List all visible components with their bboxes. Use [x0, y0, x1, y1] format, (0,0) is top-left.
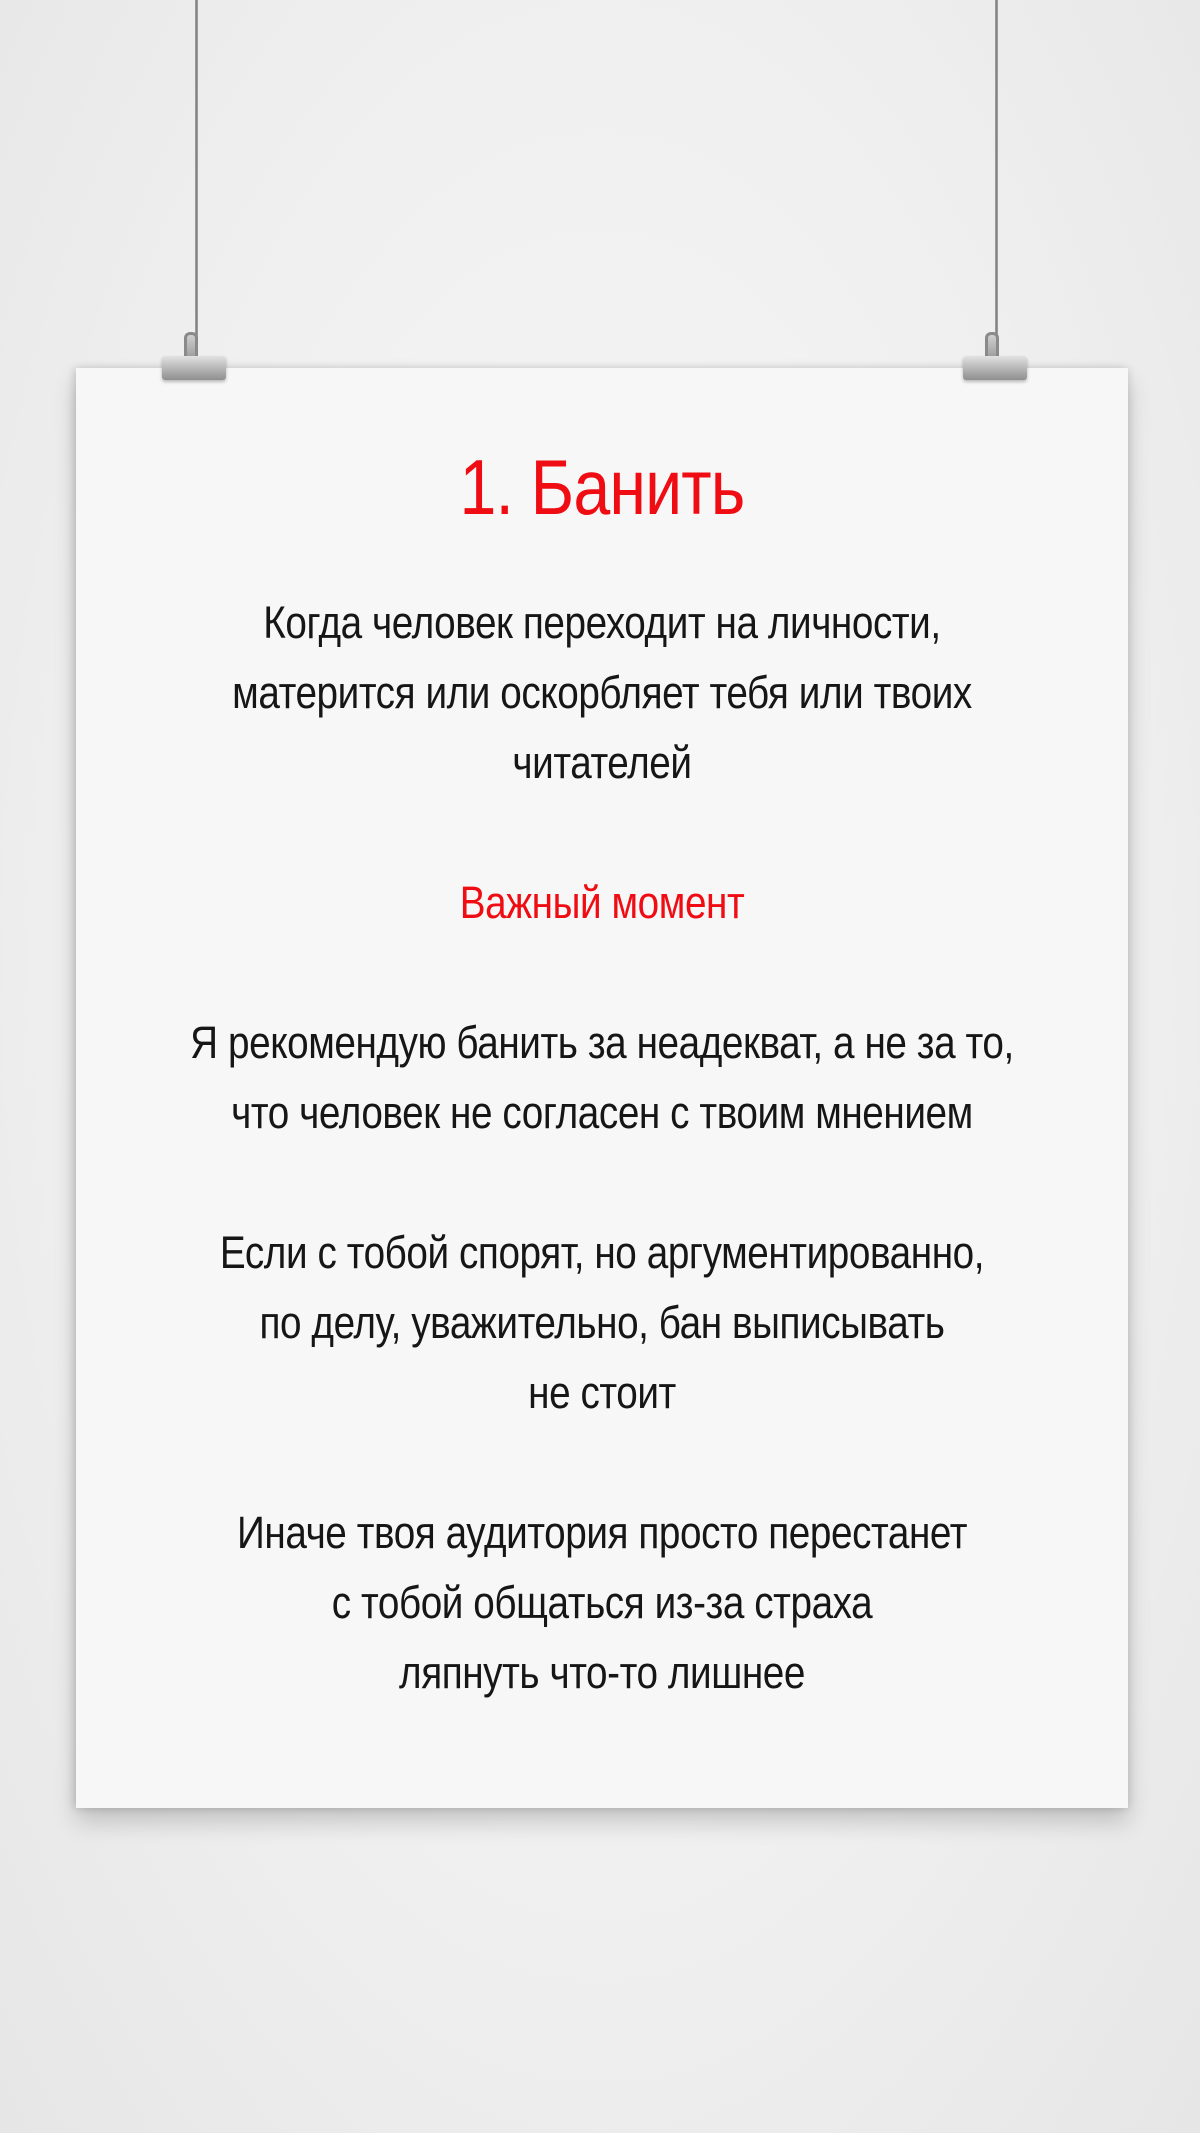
hanging-wire-right	[995, 0, 998, 340]
paragraph-3-line: Если с тобой спорят, но аргументированно,	[219, 1227, 985, 1278]
paragraph-1-line: матерится или оскорбляет тебя или твоих	[232, 667, 972, 718]
paragraph-3-line: по делу, уважительно, бан выписывать	[259, 1297, 945, 1348]
poster-sheet	[76, 368, 1128, 1808]
paragraph-1-line: Когда человек переходит на личности,	[263, 597, 941, 648]
paragraph-2-line: Я рекомендую банить за неадекват, а не за то,	[190, 1017, 1014, 1068]
hanging-wire-left	[195, 0, 198, 340]
paragraph-2-line: что человек не согласен с твоим мнением	[231, 1087, 973, 1138]
paragraph-2	[150, 1008, 1055, 1148]
highlight-text: Важный момент	[459, 877, 745, 928]
paragraph-4-line: ляпнуть что-то лишнее	[399, 1647, 805, 1698]
paragraph-3-line: не стоит	[528, 1367, 676, 1418]
clip-jaw	[162, 356, 226, 380]
paragraph-4-line: с тобой общаться из-за страха	[331, 1577, 873, 1628]
paragraph-4-line: Иначе твоя аудитория просто перестанет	[236, 1507, 968, 1558]
clip-jaw	[963, 356, 1027, 380]
paragraph-4	[150, 1498, 1055, 1708]
paragraph-1-line: читателей	[512, 737, 692, 788]
highlight-heading	[150, 868, 1055, 938]
paragraph-3	[150, 1218, 1055, 1428]
poster-title: 1. Банить	[459, 443, 745, 531]
paragraph-1	[150, 588, 1055, 798]
